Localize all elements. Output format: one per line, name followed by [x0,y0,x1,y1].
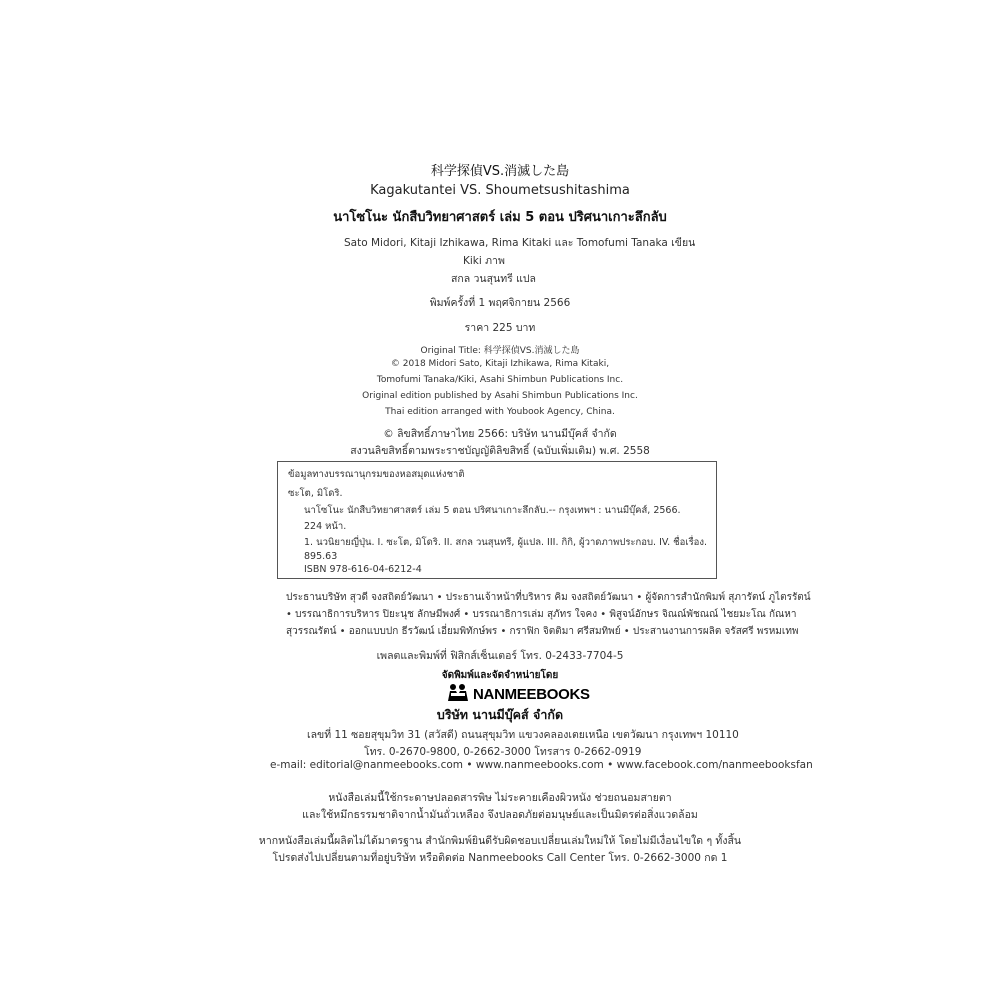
company-phone: โทร. 0-2670-9800, 0-2662-3000 โทรสาร 0-2662-0919 [364,746,642,758]
cip-isbn: ISBN 978-616-04-6212-4 [304,564,422,575]
defect-note-line-2: โปรดส่งไปเปลี่ยนตามที่อยู่บริษัท หรือติดต่อ Nanmeebooks Call Center โทร. 0-2662-3000 กด 1 [272,852,728,864]
thai-copyright: © ลิขสิทธิ์ภาษาไทย 2566: บริษัท นานมีบุ๊คส์ จำกัด [383,428,617,440]
company-name: บริษัท นานมีบุ๊คส์ จำกัด [436,707,564,722]
paper-note-line-2: และใช้หมึกธรรมชาติจากน้ำมันถั่วเหลือง จึงปลอดภัยต่อมนุษย์และเป็นมิตรต่อสิ่งแวดล้อม [302,809,698,821]
company-contacts: e-mail: editorial@nanmeebooks.com • www.nanmeebooks.com • www.facebook.com/nanmeebooksfan [270,759,813,771]
cip-pages: 224 หน้า. [304,521,347,532]
thai-title: นาโซโนะ นักสืบวิทยาศาสตร์ เล่ม 5 ตอน ปริศนาเกาะลึกลับ [333,210,667,225]
printer-info: เพลตและพิมพ์ที่ ฟิสิกส์เซ็นเตอร์ โทร. 0-2433-7704-5 [376,650,624,662]
romanized-title: Kagakutantei VS. Shoumetsushitashima [370,183,630,198]
company-address: เลขที่ 11 ซอยสุขุมวิท 31 (สวัสดี) ถนนสุขุมวิท แขวงคลองเตยเหนือ เขตวัฒนา กรุงเทพฯ 10110 [307,729,739,741]
reading-children-icon [447,683,469,705]
japanese-title: 科学探偵VS.消滅した島 [430,164,570,179]
paper-note-line-1: หนังสือเล่มนี้ใช้กระดาษปลอดสารพิษ ไม่ระคายเคืองผิวหนัง ช่วยถนอมสายตา [328,792,672,804]
cip-author: ซะโต, มิโดริ. [288,488,343,499]
cip-title-line: นาโซโนะ นักสืบวิทยาศาสตร์ เล่ม 5 ตอน ปริศนาเกาะลึกลับ.-- กรุงเทพฯ : นานมีบุ๊คส์, 2566. [304,505,681,516]
staff-line-3: สุวรรณรัตน์ • ออกแบบปก ธีรวัฒน์ เอี่ยมพิทักษ์พร • กราฟิก จิตติมา ศรีสมทิพย์ • ประสานงานการผลิต จรัสศรี พรหมเทพ [286,626,799,637]
original-title: Original Title: 科学探偵VS.消滅した島 [420,346,580,356]
staff-line-2: • บรรณาธิการบริหาร ปิยะนุช ลักษมีพงศ์ • บรรณาธิการเล่ม สุภัทร ใจคง • พิสูจน์อักษร จิณณ์พัชณณ์ ไชยมะโณ กัณหา [286,609,797,620]
original-copyright-line-1: © 2018 Midori Sato, Kitaji Izhikawa, Rima Kitaki, [390,359,610,369]
copyright-act-note: สงวนลิขสิทธิ์ตามพระราชบัญญัติลิขสิทธิ์ (ฉบับเพิ่มเติม) พ.ศ. 2558 [350,445,650,457]
cip-heading: ข้อมูลทางบรรณานุกรมของหอสมุดแห่งชาติ [288,469,465,480]
edition-info: พิมพ์ครั้งที่ 1 พฤศจิกายน 2566 [429,297,571,309]
defect-note-line-1: หากหนังสือเล่มนี้ผลิตไม่ได้มาตรฐาน สำนักพิมพ์ยินดีรับผิดชอบเปลี่ยนเล่มใหม่ให้ โดยไม่มีเงื่อนไขใด ๆ ทั้งสิ้น [258,835,742,847]
original-copyright-line-2: Tomofumi Tanaka/Kiki, Asahi Shimbun Publications Inc. [376,375,624,385]
cip-classification: 895.63 [304,551,338,562]
translator-credit: สกล วนสุนทรี แปล [451,273,536,285]
price: ราคา 225 บาท [464,322,536,334]
staff-line-1: ประธานบริษัท สุวดี จงสถิตย์วัฒนา • ประธานเจ้าหน้าที่บริหาร คิม จงสถิตย์วัฒนา • ผู้จัดการสำนักพิมพ์ สุภารัตน์ ภูไตรรัตน์ [286,592,811,603]
original-publisher-note: Original edition published by Asahi Shimbun Publications Inc. [362,391,638,401]
nanmeebooks-logo [447,684,590,704]
cip-subjects: 1. นวนิยายญี่ปุ่น. I. ซะโต, มิโดริ. II. สกล วนสุนทรี, ผู้แปล. III. กิกิ, ผู้วาดภาพประกอบ. IV. ชื่อเรื่อง. [304,537,708,548]
logo-wordmark: NANMEEBOOKS [473,685,590,703]
thai-edition-note: Thai edition arranged with Youbook Agency, China. [385,407,615,417]
illustrator-credit: Kiki ภาพ [463,255,505,267]
authors-credit: Sato Midori, Kitaji Izhikawa, Rima Kitaki และ Tomofumi Tanaka เขียน [344,237,696,249]
distribution-label: จัดพิมพ์และจัดจำหน่ายโดย [441,670,559,681]
cip-data-box [277,461,717,579]
